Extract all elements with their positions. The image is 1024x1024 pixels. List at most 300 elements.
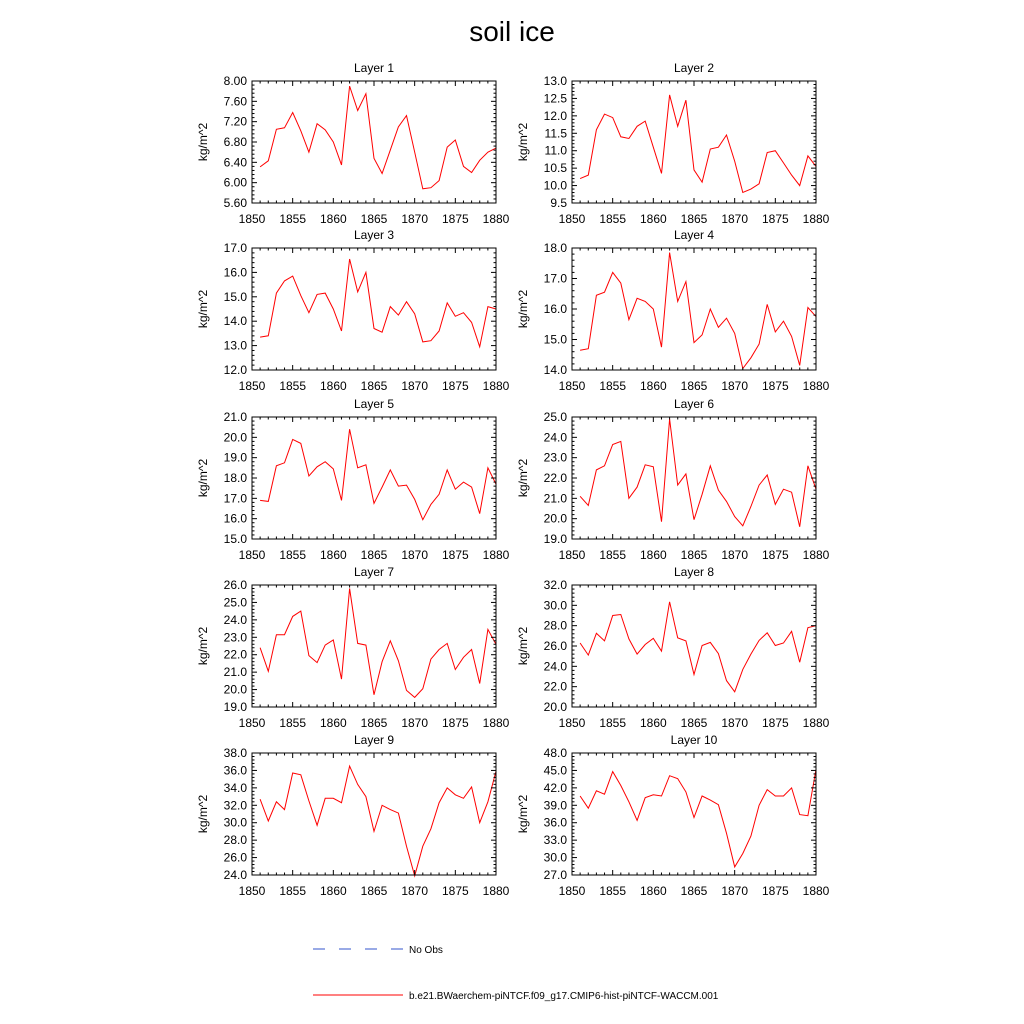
data-point [734, 515, 736, 517]
data-point [438, 330, 440, 332]
y-tick-label: 18.0 [543, 241, 567, 255]
y-tick-label: 7.60 [223, 94, 247, 109]
y-tick-label: 25.0 [543, 410, 567, 424]
data-point [487, 151, 489, 153]
data-point [660, 795, 662, 797]
y-tick-label: 15.0 [223, 532, 247, 546]
data-point [340, 330, 342, 332]
data-point [790, 630, 792, 632]
data-point [774, 795, 776, 797]
data-point [422, 845, 424, 847]
y-tick-label: 22.0 [543, 679, 567, 694]
plot-frame [252, 753, 496, 875]
data-point [340, 678, 342, 680]
x-tick-label: 1870 [401, 716, 429, 730]
x-tick-label: 1875 [441, 379, 469, 393]
data-point [292, 772, 294, 774]
y-tick-label: 22.0 [543, 471, 567, 485]
panel-layer-4 [516, 228, 830, 393]
data-point [709, 465, 711, 467]
data-point [620, 784, 622, 786]
data-point [357, 291, 359, 293]
data-point [636, 125, 638, 127]
x-tick-label: 1875 [441, 884, 469, 898]
data-point [782, 642, 784, 644]
data-point [660, 521, 662, 523]
series-line [260, 589, 496, 698]
x-tick-label: 1850 [238, 212, 266, 226]
x-tick-label: 1860 [319, 379, 347, 393]
y-tick-label: 10.5 [543, 161, 567, 176]
data-point [701, 644, 703, 646]
data-point [709, 148, 711, 150]
y-tick-label: 45.0 [543, 763, 567, 778]
y-tick-label: 14.0 [223, 314, 247, 329]
y-tick-label: 21.0 [223, 665, 247, 680]
data-point [430, 340, 432, 342]
data-point [652, 146, 654, 148]
data-point [790, 787, 792, 789]
data-point [470, 171, 472, 173]
data-point [405, 689, 407, 691]
x-tick-label: 1865 [360, 884, 388, 898]
series-line [260, 86, 496, 189]
data-point [292, 438, 294, 440]
data-point [292, 615, 294, 617]
data-point [332, 308, 334, 310]
series-line [260, 429, 496, 520]
data-point [389, 640, 391, 642]
data-point [807, 306, 809, 308]
data-point [487, 801, 489, 803]
panel-layer-9 [196, 733, 510, 898]
data-point [446, 787, 448, 789]
data-point [750, 653, 752, 655]
data-point [470, 648, 472, 650]
data-point [807, 815, 809, 817]
data-point [324, 129, 326, 131]
y-tick-label: 23.0 [543, 450, 567, 465]
data-point [397, 660, 399, 662]
x-tick-label: 1865 [680, 212, 708, 226]
data-point [685, 280, 687, 282]
y-tick-label: 32.0 [543, 578, 567, 592]
y-axis-label: kg/m^2 [196, 122, 210, 162]
data-point [612, 614, 614, 616]
x-tick-label: 1850 [558, 379, 586, 393]
data-point [620, 136, 622, 138]
y-tick-label: 30.0 [543, 598, 567, 613]
data-point [799, 184, 801, 186]
x-tick-label: 1870 [401, 379, 429, 393]
series-line [580, 602, 816, 692]
data-point [685, 99, 687, 101]
x-tick-label: 1850 [558, 716, 586, 730]
data-point [660, 172, 662, 174]
data-point [799, 526, 801, 528]
data-point [742, 852, 744, 854]
x-tick-label: 1865 [680, 379, 708, 393]
data-point [438, 802, 440, 804]
data-point [660, 650, 662, 652]
data-point [259, 798, 261, 800]
data-point [365, 271, 367, 273]
x-tick-label: 1860 [639, 212, 667, 226]
data-point [628, 319, 630, 321]
x-tick-label: 1870 [721, 548, 749, 562]
x-tick-label: 1870 [401, 884, 429, 898]
data-point [479, 512, 481, 514]
x-tick-label: 1860 [319, 212, 347, 226]
y-tick-label: 17.0 [223, 491, 247, 506]
x-tick-label: 1880 [482, 379, 510, 393]
data-point [357, 109, 359, 111]
y-tick-label: 14.0 [543, 363, 567, 377]
x-tick-label: 1875 [441, 716, 469, 730]
data-point [644, 120, 646, 122]
y-tick-label: 23.0 [223, 630, 247, 645]
data-point [603, 465, 605, 467]
y-tick-label: 5.60 [223, 196, 247, 210]
y-tick-label: 13.0 [223, 338, 247, 353]
y-axis-label: kg/m^2 [516, 289, 530, 329]
x-tick-label: 1870 [401, 212, 429, 226]
data-point [766, 632, 768, 634]
data-point [340, 802, 342, 804]
data-point [782, 488, 784, 490]
data-point [308, 475, 310, 477]
data-point [479, 346, 481, 348]
data-point [275, 801, 277, 803]
data-point [267, 160, 269, 162]
data-point [685, 473, 687, 475]
data-point [774, 503, 776, 505]
x-tick-label: 1855 [279, 548, 307, 562]
data-point [446, 146, 448, 148]
data-point [373, 327, 375, 329]
x-tick-label: 1855 [599, 548, 627, 562]
y-tick-label: 12.5 [543, 91, 567, 106]
data-point [300, 610, 302, 612]
data-point [766, 151, 768, 153]
y-tick-label: 20.0 [543, 700, 567, 714]
data-point [365, 795, 367, 797]
x-tick-label: 1865 [360, 212, 388, 226]
data-point [348, 85, 350, 87]
panel-title: Layer 9 [353, 733, 395, 747]
data-point [462, 656, 464, 658]
data-point [316, 661, 318, 663]
data-point [365, 464, 367, 466]
y-tick-label: 24.0 [223, 868, 247, 882]
data-point [628, 497, 630, 499]
x-tick-label: 1875 [441, 212, 469, 226]
x-tick-label: 1860 [639, 884, 667, 898]
x-tick-label: 1855 [599, 716, 627, 730]
x-tick-label: 1870 [721, 716, 749, 730]
y-tick-label: 19.0 [223, 450, 247, 465]
panel-title: Layer 3 [353, 228, 395, 242]
data-point [275, 128, 277, 130]
x-tick-label: 1865 [360, 379, 388, 393]
data-point [348, 428, 350, 430]
data-point [275, 292, 277, 294]
data-point [479, 159, 481, 161]
data-point [587, 807, 589, 809]
data-point [283, 127, 285, 129]
data-point [462, 165, 464, 167]
y-tick-label: 33.0 [543, 833, 567, 848]
data-point [734, 691, 736, 693]
x-tick-label: 1870 [721, 884, 749, 898]
data-point [308, 800, 310, 802]
data-point [479, 822, 481, 824]
x-tick-label: 1860 [319, 716, 347, 730]
data-point [628, 638, 630, 640]
data-point [308, 654, 310, 656]
data-point [750, 835, 752, 837]
x-tick-label: 1860 [319, 884, 347, 898]
x-tick-label: 1855 [599, 379, 627, 393]
x-tick-label: 1880 [482, 212, 510, 226]
x-tick-label: 1880 [802, 548, 830, 562]
data-point [365, 644, 367, 646]
data-point [701, 181, 703, 183]
data-point [579, 795, 581, 797]
data-point [446, 642, 448, 644]
data-point [693, 673, 695, 675]
data-point [267, 820, 269, 822]
data-point [620, 282, 622, 284]
data-point [742, 668, 744, 670]
data-point [758, 183, 760, 185]
panel-title: Layer 10 [670, 733, 718, 747]
data-point [267, 500, 269, 502]
data-point [373, 830, 375, 832]
x-tick-label: 1855 [279, 212, 307, 226]
x-tick-label: 1880 [802, 716, 830, 730]
data-point [332, 639, 334, 641]
data-point [405, 114, 407, 116]
x-tick-label: 1870 [721, 379, 749, 393]
y-tick-label: 20.0 [223, 430, 247, 445]
data-point [766, 303, 768, 305]
data-point [357, 642, 359, 644]
y-axis-label: kg/m^2 [516, 458, 530, 498]
x-tick-label: 1865 [360, 548, 388, 562]
data-point [579, 349, 581, 351]
data-point [348, 765, 350, 767]
data-point [750, 357, 752, 359]
x-tick-label: 1870 [401, 548, 429, 562]
data-point [758, 484, 760, 486]
data-point [332, 468, 334, 470]
y-tick-label: 16.0 [223, 511, 247, 526]
data-point [774, 331, 776, 333]
y-tick-label: 32.0 [223, 798, 247, 813]
y-tick-label: 20.0 [543, 511, 567, 526]
data-point [742, 525, 744, 527]
y-tick-label: 6.00 [223, 175, 247, 190]
panel-layer-6 [516, 397, 830, 562]
data-point [324, 292, 326, 294]
x-tick-label: 1855 [599, 212, 627, 226]
data-point [758, 804, 760, 806]
y-tick-label: 18.0 [223, 471, 247, 485]
data-point [734, 332, 736, 334]
data-point [389, 149, 391, 151]
data-point [685, 791, 687, 793]
data-point [790, 174, 792, 176]
data-point [405, 484, 407, 486]
data-point [365, 93, 367, 95]
data-point [259, 166, 261, 168]
plot-frame [252, 81, 496, 203]
x-tick-label: 1860 [639, 716, 667, 730]
data-point [790, 491, 792, 493]
data-point [283, 280, 285, 282]
data-point [487, 305, 489, 307]
y-tick-label: 28.0 [543, 618, 567, 633]
data-point [758, 343, 760, 345]
y-tick-label: 26.0 [543, 639, 567, 653]
data-point [677, 125, 679, 127]
data-point [636, 486, 638, 488]
data-point [308, 312, 310, 314]
y-tick-label: 21.0 [223, 410, 247, 424]
y-tick-label: 16.0 [543, 302, 567, 316]
data-point [677, 777, 679, 779]
data-point [595, 790, 597, 792]
data-point [579, 177, 581, 179]
panel-layer-10 [516, 733, 830, 898]
x-tick-label: 1880 [802, 212, 830, 226]
data-point [283, 462, 285, 464]
panel-layer-2 [516, 61, 830, 226]
y-tick-label: 12.0 [223, 363, 247, 377]
data-point [446, 469, 448, 471]
y-axis-label: kg/m^2 [196, 458, 210, 498]
x-tick-label: 1875 [761, 212, 789, 226]
data-point [782, 795, 784, 797]
data-point [782, 320, 784, 322]
panel-title: Layer 7 [353, 565, 395, 579]
y-axis-label: kg/m^2 [516, 122, 530, 162]
data-point [324, 797, 326, 799]
data-point [414, 696, 416, 698]
x-tick-label: 1860 [639, 548, 667, 562]
x-tick-label: 1865 [360, 716, 388, 730]
panel-title: Layer 6 [673, 397, 715, 411]
data-point [389, 469, 391, 471]
data-point [430, 187, 432, 189]
x-tick-label: 1875 [761, 884, 789, 898]
data-point [595, 632, 597, 634]
data-point [462, 481, 464, 483]
y-tick-label: 17.0 [223, 241, 247, 255]
x-tick-label: 1880 [482, 716, 510, 730]
y-tick-label: 48.0 [543, 746, 567, 760]
data-point [438, 493, 440, 495]
data-point [628, 801, 630, 803]
data-point [316, 824, 318, 826]
plot-frame [252, 417, 496, 539]
data-point [438, 179, 440, 181]
data-point [660, 346, 662, 348]
data-point [652, 637, 654, 639]
plot-frame [572, 81, 816, 203]
data-point [668, 251, 670, 253]
data-point [603, 291, 605, 293]
data-point [397, 126, 399, 128]
data-point [381, 661, 383, 663]
data-point [709, 799, 711, 801]
data-point [612, 770, 614, 772]
data-point [644, 643, 646, 645]
data-point [652, 794, 654, 796]
plot-frame [572, 248, 816, 370]
y-tick-label: 7.20 [223, 114, 247, 129]
data-point [644, 797, 646, 799]
y-axis-label: kg/m^2 [196, 289, 210, 329]
data-point [283, 808, 285, 810]
data-point [479, 682, 481, 684]
data-point [579, 495, 581, 497]
data-point [332, 141, 334, 143]
y-tick-label: 10.0 [543, 178, 567, 193]
data-point [283, 634, 285, 636]
x-tick-label: 1880 [482, 884, 510, 898]
data-point [275, 465, 277, 467]
figure-title: soil ice [469, 16, 555, 47]
data-point [438, 648, 440, 650]
data-point [414, 498, 416, 500]
panel-title: Layer 2 [673, 61, 715, 75]
data-point [717, 804, 719, 806]
panel-title: Layer 1 [353, 61, 395, 75]
data-point [595, 469, 597, 471]
y-tick-label: 11.5 [544, 126, 567, 141]
data-point [430, 658, 432, 660]
data-point [397, 314, 399, 316]
data-point [454, 488, 456, 490]
series-line [580, 419, 816, 527]
x-tick-label: 1875 [761, 548, 789, 562]
data-point [717, 146, 719, 148]
y-tick-label: 19.0 [223, 700, 247, 714]
legend-model-label: b.e21.BWaerchem-piNTCF.f09_g17.CMIP6-hist-piNTCF-WACCM.001 [409, 991, 719, 1002]
panel-title: Layer 4 [673, 228, 715, 242]
data-point [644, 300, 646, 302]
data-point [595, 294, 597, 296]
y-tick-label: 42.0 [543, 780, 567, 795]
data-point [259, 336, 261, 338]
y-tick-label: 6.80 [223, 135, 247, 149]
y-tick-label: 13.0 [543, 74, 567, 88]
data-point [357, 783, 359, 785]
plot-frame [572, 753, 816, 875]
data-point [292, 111, 294, 113]
data-point [782, 162, 784, 164]
panel-title: Layer 5 [353, 397, 395, 411]
panel-layer-1 [196, 61, 510, 226]
y-tick-label: 38.0 [223, 746, 247, 760]
data-point [652, 308, 654, 310]
data-point [685, 640, 687, 642]
data-point [799, 661, 801, 663]
x-tick-label: 1865 [680, 548, 708, 562]
data-point [381, 804, 383, 806]
